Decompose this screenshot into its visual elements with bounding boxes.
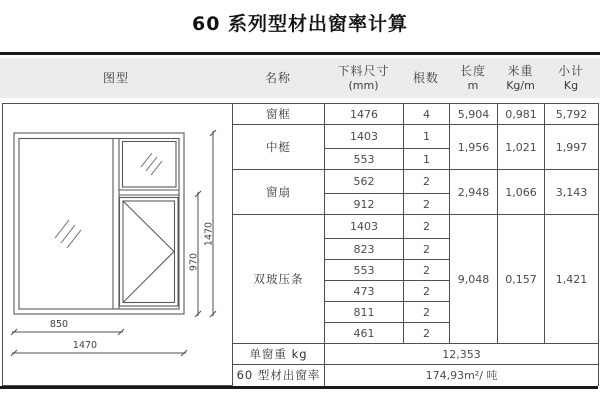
cell-count: 2: [404, 260, 450, 281]
header-diagram: [0, 71, 232, 85]
cell-meter-weight: 0,157: [498, 215, 545, 344]
cell-length: 1,956: [450, 125, 498, 170]
cell-cut-size: 553: [325, 149, 404, 170]
table-body: [0, 103, 598, 389]
cell-meter-weight: 1,066: [498, 170, 545, 215]
opening-direction-line: [124, 202, 175, 252]
cell-count: 2: [404, 194, 450, 215]
cell-subtotal: 1,421: [545, 215, 599, 344]
summary-label: 60 型材出窗率: [233, 365, 325, 386]
window-diagram-cell: [3, 104, 233, 386]
cell-length: 5,904: [450, 104, 498, 125]
cell-cut-size: 461: [325, 323, 404, 344]
cell-count: 2: [404, 323, 450, 344]
window-drawing: [3, 104, 233, 381]
cell-count: 4: [404, 104, 450, 125]
header-count-label: 根数: [412, 70, 439, 85]
header-length: [449, 64, 497, 92]
header-diagram-label: 图型: [102, 70, 129, 85]
casement-sash-outer: [120, 198, 179, 307]
cell-cut-size: 1403: [325, 125, 404, 149]
cell-count: 2: [404, 302, 450, 323]
cell-section-name: 窗扇: [233, 170, 325, 215]
header-name: [232, 71, 324, 85]
cell-subtotal: 1,997: [545, 125, 599, 170]
header-length-unit: m: [467, 78, 479, 92]
cell-cut-size: 811: [325, 302, 404, 323]
glass-hatch-top-right: [141, 153, 162, 175]
cell-cut-size: 473: [325, 281, 404, 302]
table-row: [3, 104, 599, 125]
opening-direction-line: [124, 252, 175, 303]
header-count: [403, 71, 449, 85]
header-cut-size: [324, 64, 403, 92]
cell-count: 1: [404, 125, 450, 149]
cell-meter-weight: 0,981: [498, 104, 545, 125]
dim-970-label: 970: [188, 252, 200, 272]
header-meter-weight: [497, 64, 544, 92]
header-subtotal-unit: Kg: [563, 78, 579, 92]
dim-1470-right-label: 1470: [203, 221, 215, 247]
header-cut-size-label: 下料尺寸: [337, 64, 390, 79]
cell-subtotal: 3,143: [545, 170, 599, 215]
page-title: 60 系列型材出窗率计算: [191, 13, 409, 35]
header-name-label: 名称: [264, 70, 291, 85]
table-header-row: [0, 58, 600, 98]
cell-cut-size: 553: [325, 260, 404, 281]
title-divider: [0, 52, 600, 55]
cell-cut-size: 912: [325, 194, 404, 215]
header-meter-weight-unit: Kg/m: [506, 78, 535, 92]
dim-850-label: 850: [49, 319, 69, 330]
window-outer-frame: [14, 133, 184, 314]
header-cut-size-unit: (mm): [348, 78, 379, 92]
header-meter-weight-label: 米重: [507, 64, 534, 79]
cell-cut-size: 823: [325, 239, 404, 260]
cutting-list-table: [2, 103, 599, 386]
cell-section-name: 窗框: [233, 104, 325, 125]
summary-value: 12,353: [325, 344, 599, 365]
summary-label: 单窗重 kg: [233, 344, 325, 365]
cell-cut-size: 1403: [325, 215, 404, 239]
dim-1470-bottom-label: 1470: [72, 340, 98, 351]
cell-meter-weight: 1,021: [498, 125, 545, 170]
cell-cut-size: 1476: [325, 104, 404, 125]
cell-length: 9,048: [450, 215, 498, 344]
cell-cut-size: 562: [325, 170, 404, 194]
cell-count: 2: [404, 281, 450, 302]
cell-count: 2: [404, 239, 450, 260]
window-inner-frame: [19, 139, 179, 310]
cell-section-name: 中梃: [233, 125, 325, 170]
cell-count: 1: [404, 149, 450, 170]
summary-value: 174,93m²/ 吨: [325, 365, 599, 386]
cell-section-name: 双玻压条: [233, 215, 325, 344]
casement-sash-inner: [123, 201, 175, 303]
cell-count: 2: [404, 170, 450, 194]
cell-count: 2: [404, 215, 450, 239]
header-subtotal: [544, 64, 598, 92]
glass-hatch-left: [55, 220, 81, 248]
cell-length: 2,948: [450, 170, 498, 215]
header-subtotal-label: 小计: [557, 64, 584, 79]
cell-subtotal: 5,792: [545, 104, 599, 125]
header-length-label: 长度: [459, 64, 486, 79]
dim-1470-bottom: [11, 350, 187, 356]
top-right-pane: [123, 142, 177, 188]
